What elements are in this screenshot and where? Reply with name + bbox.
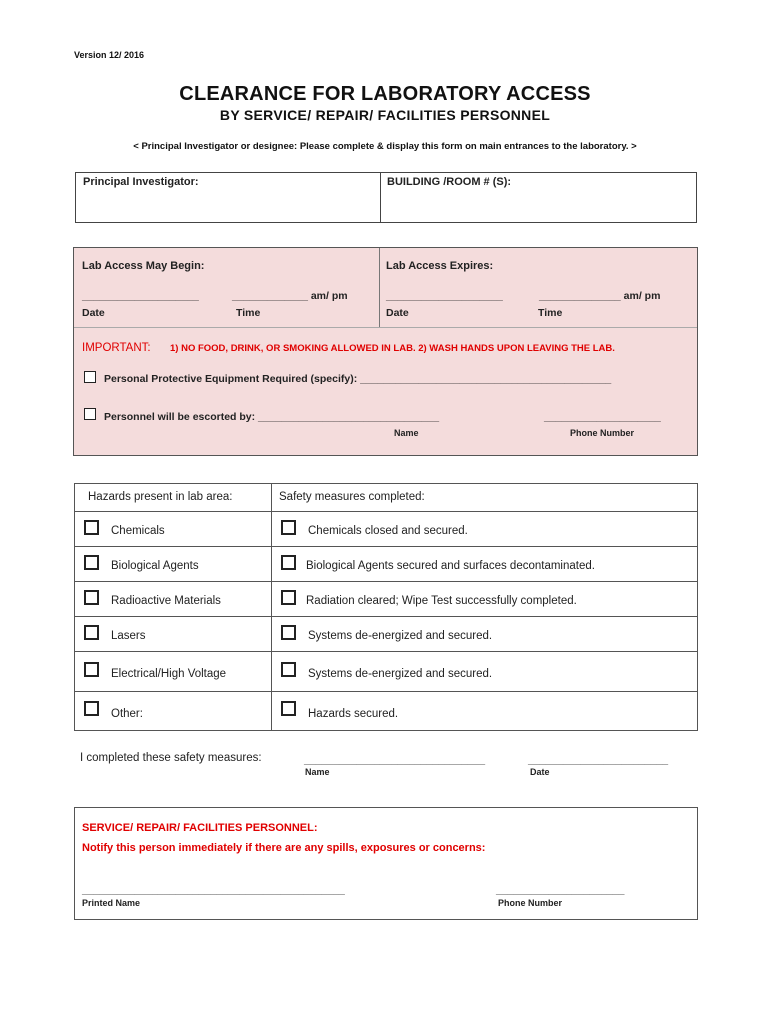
expires-label: Lab Access Expires: [386, 260, 494, 272]
expires-time-caption: Time [538, 307, 563, 319]
hazards-table [74, 483, 698, 731]
measure-label: Radiation cleared; Wipe Test successfully completed. [306, 595, 577, 607]
measure-checkbox-biological[interactable] [281, 555, 296, 570]
begin-date-caption: Date [82, 307, 105, 319]
version-label: Version 12/ 2016 [74, 50, 145, 60]
begin-date-field[interactable]: ____________________ [82, 290, 199, 302]
pi-label: Principal Investigator: [83, 176, 199, 188]
hazard-label: Chemicals [111, 525, 165, 537]
begin-time-field[interactable]: _____________ am/ pm [232, 290, 348, 302]
completed-name-caption: Name [305, 767, 330, 777]
notify-phone-field[interactable]: ______________________ [496, 884, 625, 896]
divider [74, 327, 697, 328]
notify-box [74, 807, 698, 920]
printed-name-field[interactable]: _____________________________________________ [82, 884, 345, 896]
hazard-label: Lasers [111, 630, 146, 642]
page-title: CLEARANCE FOR LABORATORY ACCESS [179, 83, 591, 105]
measure-label: Systems de-energized and secured. [308, 668, 493, 680]
measure-label: Hazards secured. [308, 708, 399, 720]
notify-text: Notify this person immediately if there are any spills, exposures or concerns: [82, 842, 486, 854]
measure-checkbox-lasers[interactable] [281, 625, 296, 640]
notify-phone-caption: Phone Number [498, 898, 563, 908]
divider [379, 248, 380, 327]
completed-date-caption: Date [530, 767, 550, 777]
completed-name-field[interactable]: _______________________________ [304, 754, 486, 766]
building-label: BUILDING /ROOM # (S): [387, 176, 512, 188]
important-label: IMPORTANT: [82, 342, 151, 354]
divider [380, 173, 381, 222]
expires-date-field[interactable]: ____________________ [386, 290, 503, 302]
row-divider [75, 581, 697, 582]
hazard-checkbox-chemicals[interactable] [84, 520, 99, 535]
page-subtitle: BY SERVICE/ REPAIR/ FACILITIES PERSONNEL [219, 107, 551, 123]
escort-name-caption: Name [394, 428, 419, 438]
row-divider [75, 616, 697, 617]
measure-checkbox-chemicals[interactable] [281, 520, 296, 535]
escort-checkbox[interactable] [84, 408, 96, 420]
hazard-checkbox-other[interactable] [84, 701, 99, 716]
hazards-header: Hazards present in lab area: [88, 491, 233, 503]
hazard-label: Other: [111, 708, 143, 720]
measure-checkbox-electrical[interactable] [281, 662, 296, 677]
pi-field[interactable] [83, 191, 373, 219]
measures-header: Safety measures completed: [279, 491, 425, 503]
row-divider [75, 651, 697, 652]
measure-label: Systems de-energized and secured. [308, 630, 493, 642]
hazard-label: Radioactive Materials [111, 595, 221, 607]
printed-name-caption: Printed Name [82, 898, 141, 908]
instructions: < Principal Investigator or designee: Please complete & display this form on main entrances to the laboratory. > [133, 141, 637, 152]
hazard-checkbox-electrical[interactable] [84, 662, 99, 677]
building-field[interactable] [387, 191, 689, 219]
escort-phone-caption: Phone Number [570, 428, 635, 438]
hazard-label: Electrical/High Voltage [111, 668, 227, 680]
measure-checkbox-radiation[interactable] [281, 590, 296, 605]
begin-time-caption: Time [236, 307, 261, 319]
hazard-checkbox-radioactive[interactable] [84, 590, 99, 605]
escort-phone-field[interactable]: ____________________ [544, 411, 661, 423]
ppe-checkbox[interactable] [84, 371, 96, 383]
access-box [73, 247, 698, 456]
hazard-checkbox-lasers[interactable] [84, 625, 99, 640]
pi-building-box [75, 172, 697, 223]
completed-date-field[interactable]: ________________________ [528, 754, 669, 766]
expires-date-caption: Date [386, 307, 409, 319]
column-divider [271, 484, 272, 730]
notify-heading: SERVICE/ REPAIR/ FACILITIES PERSONNEL: [82, 822, 318, 834]
completed-label: I completed these safety measures: [80, 752, 262, 764]
important-text: 1) NO FOOD, DRINK, OR SMOKING ALLOWED IN LAB. 2) WASH HANDS UPON LEAVING THE LAB. [170, 343, 615, 354]
expires-time-field[interactable]: ______________ am/ pm [539, 290, 661, 302]
hazard-checkbox-biological[interactable] [84, 555, 99, 570]
begin-label: Lab Access May Begin: [82, 260, 205, 272]
measure-checkbox-other[interactable] [281, 701, 296, 716]
row-divider [75, 546, 697, 547]
measure-label: Biological Agents secured and surfaces decontaminated. [306, 560, 595, 572]
ppe-label[interactable]: Personal Protective Equipment Required (specify): ___________________________________________ [104, 373, 612, 385]
measure-label: Chemicals closed and secured. [308, 525, 468, 537]
escort-label[interactable]: Personnel will be escorted by: _______________________________ [104, 411, 440, 423]
hazard-label: Biological Agents [111, 560, 199, 572]
row-divider [75, 691, 697, 692]
row-divider [75, 511, 697, 512]
